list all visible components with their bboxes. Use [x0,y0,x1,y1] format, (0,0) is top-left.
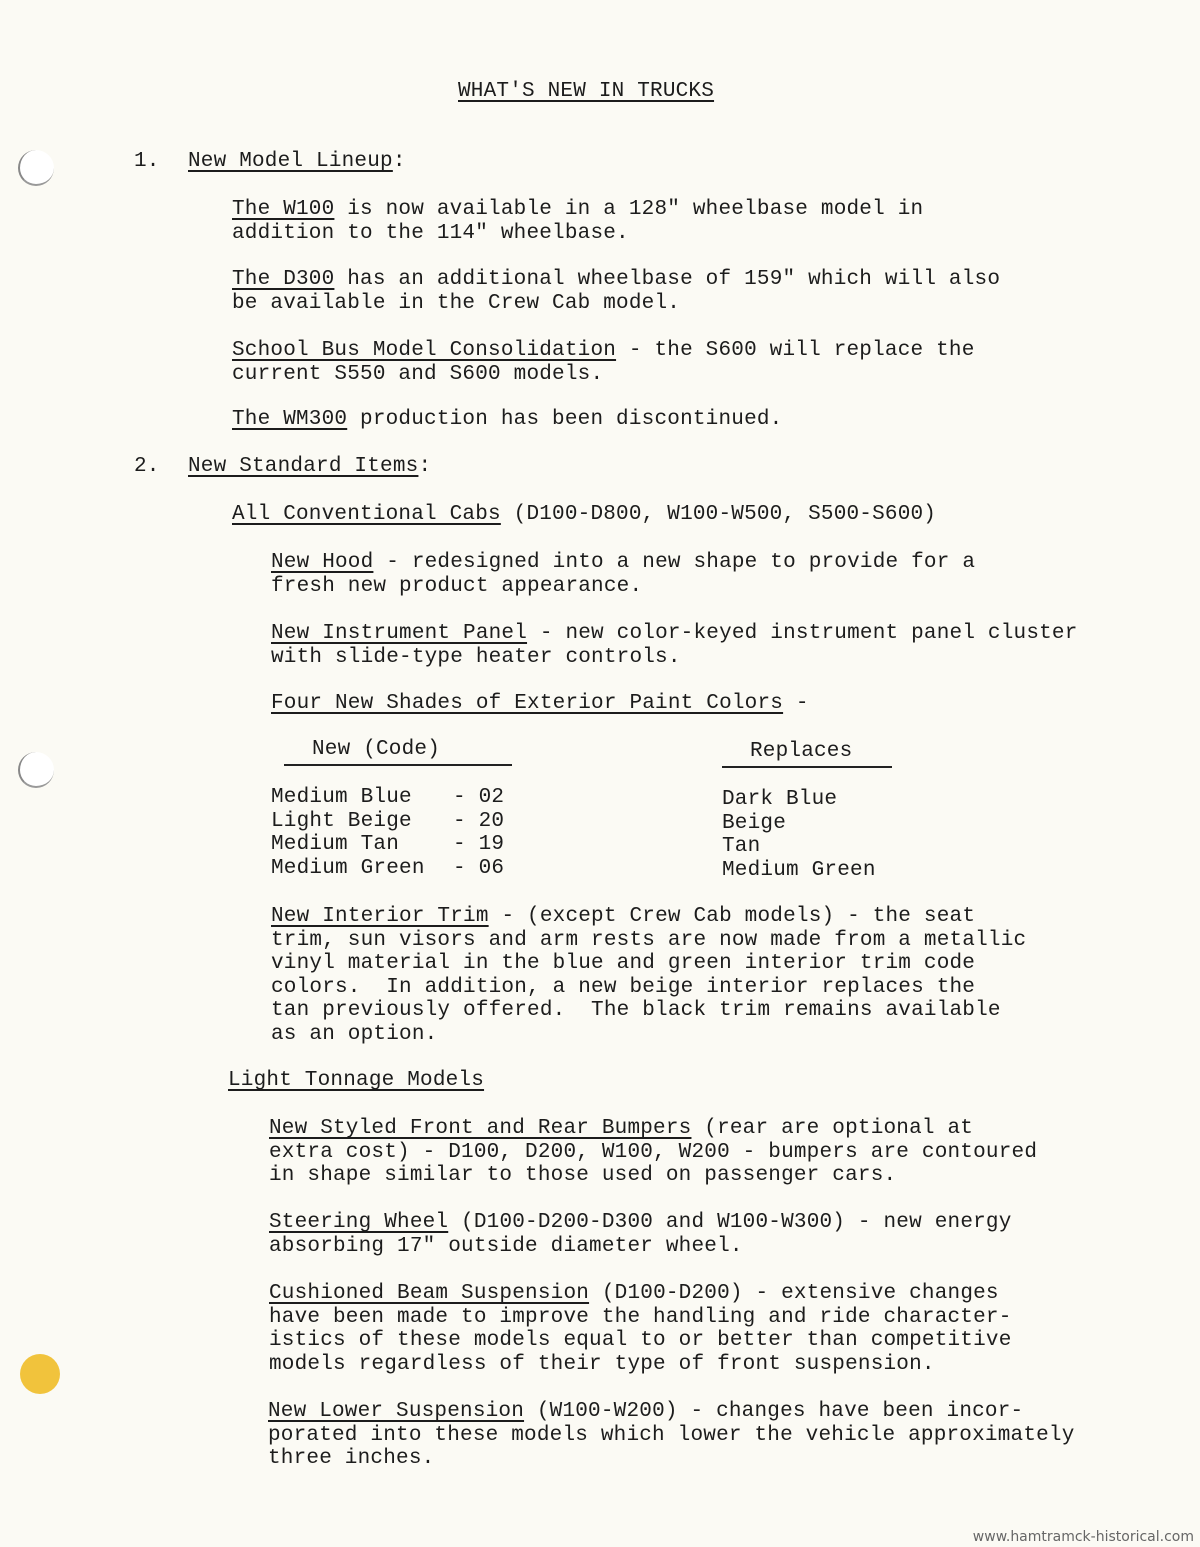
table-row-code: - 06 [453,857,505,880]
new-hood-paragraph: New Hood - redesigned into a new shape to provide for a fresh new product appearance. [271,551,976,598]
table-row-replaces: Tan [722,835,761,858]
lower-suspension-paragraph: New Lower Suspension (W100-W200) - changes have been incor- porated into these models which lower the vehicle approximately three inches. [268,1400,1075,1470]
table-row-replaces: Dark Blue [722,788,838,811]
section-1-number: 1. [134,150,160,173]
conventional-cabs-heading: All Conventional Cabs (D100-D800, W100-W500, S500-S600) [232,503,937,526]
table-row-code: - 19 [453,833,505,856]
table-row-replaces: Beige [722,812,787,835]
paint-colors-heading: Four New Shades of Exterior Paint Colors - [271,692,809,715]
table-row: Light Beige [271,810,412,833]
punch-hole-middle [18,752,54,788]
interior-trim-paragraph: New Interior Trim - (except Crew Cab models) - the seat trim, sun visors and arm rests are now made from a metallic vinyl material in the blue and green interior trim code colors. In addition, a new beige interior replaces the tan previously offered. The black trim remains available as an option. [271,905,1027,1046]
table-header-rule-right [722,766,892,768]
steering-wheel-paragraph: Steering Wheel (D100-D200-D300 and W100-W300) - new energy absorbing 17" outside diameter wheel. [269,1211,1012,1258]
table-row: Medium Tan [271,833,400,856]
section-2-number: 2. [134,455,160,478]
table-header-new-code: New (Code) [312,738,441,761]
table-row-code: - 20 [453,810,505,833]
page-title: WHAT'S NEW IN TRUCKS [458,80,715,103]
punch-hole-bottom [20,1354,60,1394]
cushioned-beam-paragraph: Cushioned Beam Suspension (D100-D200) - extensive changes have been made to improve the handling and ride character- istics of these models equal to or better than competitive models regardless of their type of front suspension. [269,1282,1012,1376]
table-header-rule-left [284,764,512,766]
light-tonnage-heading: Light Tonnage Models [228,1069,485,1092]
table-row: Medium Green [271,857,425,880]
table-row: Medium Blue [271,786,412,809]
bumpers-paragraph: New Styled Front and Rear Bumpers (rear are optional at extra cost) - D100, D200, W100, W200 - bumpers are contoured in shape similar to those used on passenger cars. [269,1117,1038,1187]
instrument-panel-paragraph: New Instrument Panel - new color-keyed instrument panel cluster with slide-type heater controls. [271,622,1078,669]
table-header-replaces: Replaces [750,740,853,763]
wm300-paragraph: The WM300 production has been discontinued. [232,408,783,431]
watermark: www.hamtramck-historical.com [972,1529,1194,1545]
school-bus-paragraph: School Bus Model Consolidation - the S600 will replace the current S550 and S600 models. [232,339,975,386]
section-1-heading: New Model Lineup: [188,150,406,173]
table-row-code: - 02 [453,786,505,809]
d300-paragraph: The D300 has an additional wheelbase of 159" which will also be available in the Crew Cab model. [232,268,1001,315]
table-row-replaces: Medium Green [722,859,876,882]
section-2-heading: New Standard Items: [188,455,432,478]
w100-paragraph: The W100 is now available in a 128" wheelbase model in addition to the 114" wheelbase. [232,198,924,245]
punch-hole-top [18,150,54,186]
